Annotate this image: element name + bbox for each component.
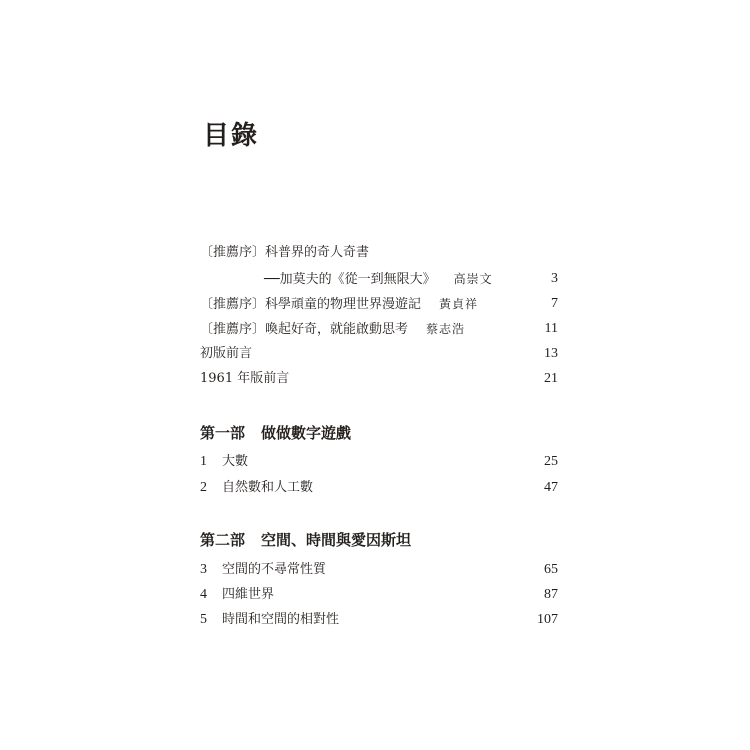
page-title: 目錄 [203,121,260,151]
chapter-number: 5 [200,612,207,627]
toc-entry-first-edition-preface[interactable] [200,343,558,365]
page-number: 11 [544,321,558,336]
chapter-number: 4 [200,587,207,602]
toc-entry-foreword-1[interactable] [200,242,558,264]
part-label: 第一部 [200,424,246,442]
page-number: 47 [544,480,558,495]
author-name: 高崇文 [453,272,493,286]
author-name: 黃貞祥 [439,297,479,311]
page-number: 7 [551,296,558,311]
entry-title: 〔推薦序〕喚起好奇，就能啟動思考 [200,322,409,337]
toc-entry-chapter-4[interactable] [200,584,558,606]
entry-title: 〔推薦序〕科學頑童的物理世界漫遊記 [200,297,422,312]
page-number: 107 [537,612,558,627]
toc-entry-1961-preface[interactable] [200,368,558,390]
page-number: 25 [544,454,558,469]
chapter-title: 空間的不尋常性質 [222,562,327,577]
page-number: 3 [551,271,558,286]
toc-entry-chapter-3[interactable] [200,559,558,581]
chapter-title: 自然數和人工數 [222,480,314,495]
part-title: 空間、時間與愛因斯坦 [261,531,412,549]
part-label: 第二部 [200,531,246,549]
page-number: 21 [544,371,558,386]
entry-title: 1961 年版前言 [200,371,290,386]
toc-entry-foreword-2[interactable] [200,293,558,315]
author-name: 蔡志浩 [426,322,466,336]
chapter-title: 時間和空間的相對性 [222,612,340,627]
chapter-title: 大數 [222,454,249,469]
page-number: 13 [544,346,558,361]
toc-entry-chapter-1[interactable] [200,451,558,473]
toc-entry-chapter-5[interactable] [200,609,558,631]
toc-entry-chapter-2[interactable] [200,477,558,499]
chapter-number: 2 [200,480,207,495]
entry-title: 初版前言 [200,346,253,361]
part-heading-2[interactable] [200,527,558,553]
page-number: 65 [544,562,558,577]
toc-entry-foreword-3[interactable] [200,318,558,340]
part-title: 做做數字遊戲 [261,424,352,442]
chapter-number: 3 [200,562,207,577]
page-number: 87 [544,587,558,602]
chapter-title: 四維世界 [222,587,275,602]
entry-title: ──加莫夫的《從一到無限大》 [264,272,436,287]
part-heading-1[interactable] [200,420,558,446]
chapter-number: 1 [200,454,207,469]
toc-entry-foreword-1-subtitle[interactable] [200,268,558,290]
entry-title: 〔推薦序〕科普界的奇人奇書 [200,245,370,260]
